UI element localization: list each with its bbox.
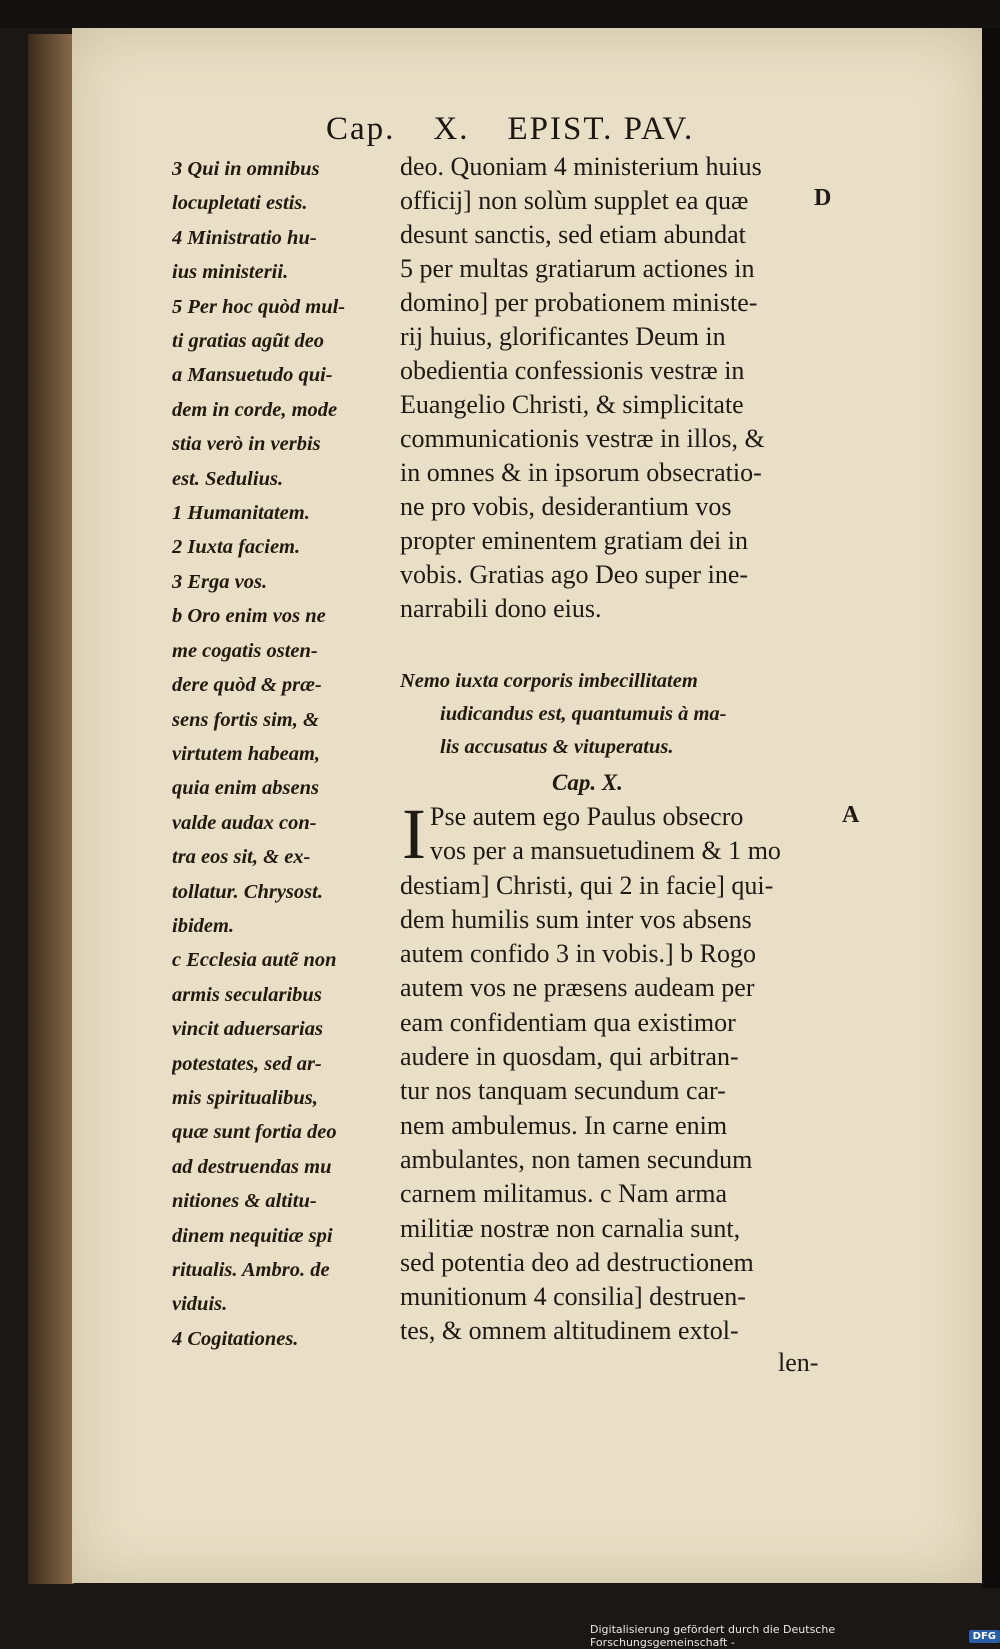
text-line: munitionum 4 consilia] destruen-	[400, 1282, 746, 1312]
text-line: militiæ nostræ non carnalia sunt,	[400, 1213, 741, 1243]
margin-note-line: ritualis. Ambro. de	[172, 1259, 330, 1281]
section-marker-d: D	[814, 185, 832, 211]
running-head	[326, 104, 786, 154]
margin-note-line: 3 Erga vos.	[172, 570, 268, 593]
text-line: audere in quosdam, qui arbitran-	[400, 1042, 739, 1072]
margin-note-line: quæ sunt fortia deo	[172, 1121, 337, 1144]
text-line: officij] non solùm supplet ea quæ	[400, 186, 749, 215]
text-line: dem humilis sum inter vos absens	[400, 904, 752, 934]
margin-note-line: 1 Humanitatem.	[172, 502, 310, 525]
margin-note-line: est. Sedulius.	[172, 467, 284, 490]
margin-note-line: virtutem habeam,	[172, 742, 321, 765]
text-line: ambulantes, non tamen secundum	[400, 1144, 753, 1174]
drop-cap-initial: I	[402, 794, 426, 874]
margin-note-line: a Mansuetudo qui-	[172, 364, 333, 387]
text-line: sed potentia deo ad destructionem	[400, 1247, 754, 1277]
text-line: eam confidentiam qua existimor	[400, 1007, 736, 1037]
text-line: tes, & omnem altitudinem extol-	[400, 1316, 739, 1346]
margin-note-line: ibidem.	[172, 914, 235, 937]
margin-note-line: c Ecclesia autẽ non	[172, 949, 337, 972]
margin-note-line: vincit aduersarias	[172, 1018, 323, 1041]
text-line: autem vos ne præsens audeam per	[400, 973, 755, 1003]
scan-top-border	[0, 0, 1000, 28]
dfg-logo: DFG	[969, 1630, 1000, 1643]
footer-credit: Digitalisierung gefördert durch die Deutsche Forschungsgemeinschaft -	[590, 1623, 836, 1649]
margin-note-line: locupletati estis.	[172, 192, 308, 215]
text-line: desunt sanctis, sed etiam abundat	[400, 220, 746, 249]
margin-note-line: me cogatis osten-	[172, 639, 318, 662]
text-line: tur nos tanquam secundum car-	[400, 1076, 726, 1106]
margin-note-line: potestates, sed ar-	[172, 1052, 322, 1075]
summary-line: lis accusatus & vituperatus.	[440, 736, 674, 758]
margin-note-line: dem in corde, mode	[172, 398, 338, 421]
text-line: vobis. Gratias ago Deo super ine-	[400, 560, 749, 589]
digitization-footer	[590, 1623, 1000, 1649]
chapter-heading: Cap. X.	[552, 770, 623, 795]
margin-note-line: tollatur. Chrysost.	[172, 880, 323, 903]
margin-note-line: 4 Cogitationes.	[172, 1327, 299, 1350]
margin-note-line: ti gratias agũt deo	[172, 330, 325, 353]
text-line: 5 per multas gratiarum actiones in	[400, 254, 755, 283]
margin-note-line: valde audax con-	[172, 811, 317, 834]
text-line: domino] per probationem ministe-	[400, 288, 758, 317]
text-line: rij huius, glorificantes Deum in	[400, 322, 726, 351]
catchword: len-	[778, 1348, 819, 1377]
margin-note-line: dinem nequitiæ spi	[172, 1224, 333, 1247]
text-line: destiam] Christi, qui 2 in facie] qui-	[400, 870, 774, 900]
book-binding-edge	[28, 34, 74, 1584]
text-line: carnem militamus. c Nam arma	[400, 1179, 728, 1209]
margin-note-line: stia verò in verbis	[172, 433, 321, 456]
running-head-chapter: Cap.	[326, 110, 396, 147]
margin-note-line: viduis.	[172, 1293, 228, 1316]
chapter-summary	[400, 665, 840, 764]
text-line: in omnes & in ipsorum obsecratio-	[400, 458, 762, 487]
margin-note-line: 5 Per hoc quòd mul-	[172, 295, 346, 318]
margin-note-line: 3 Qui in omnibus	[172, 158, 320, 180]
text-line: vos per a mansuetudinem & 1 mo	[430, 836, 781, 866]
text-line: nem ambulemus. In carne enim	[400, 1110, 728, 1140]
margin-note-line: ius ministerii.	[172, 261, 289, 284]
margin-note-line: mis spiritualibus,	[172, 1086, 318, 1109]
text-line: communicationis vestræ in illos, &	[400, 424, 765, 453]
section-marker-a: A	[842, 802, 860, 828]
margin-note-line: tra eos sit, & ex-	[172, 846, 311, 869]
margin-note-line: ad destruendas mu	[172, 1155, 332, 1178]
scan-right-border	[982, 28, 1000, 1588]
text-line: Euangelio Christi, & simplicitate	[400, 390, 744, 419]
running-head-number: X.	[433, 110, 470, 147]
text-line: ne pro vobis, desiderantium vos	[400, 492, 732, 521]
margin-note-line: sens fortis sim, &	[172, 708, 319, 731]
summary-line: Nemo iuxta corporis imbecillitatem	[400, 670, 698, 692]
text-line: narrabili dono eius.	[400, 594, 602, 623]
text-line: propter eminentem gratiam dei in	[400, 526, 748, 555]
text-line: Pse autem ego Paulus obsecro	[430, 802, 744, 831]
body-text-block	[400, 794, 840, 1349]
summary-line: iudicandus est, quantumuis à ma-	[440, 703, 727, 725]
margin-note-line: b Oro enim vos ne	[172, 605, 326, 628]
margin-note-line: nitiones & altitu-	[172, 1190, 317, 1213]
margin-note-line: dere quòd & præ-	[172, 674, 322, 697]
margin-note-line: quia enim absens	[172, 777, 319, 800]
margin-note-line: 4 Ministratio hu-	[172, 226, 317, 249]
margin-notes	[172, 152, 400, 1356]
margin-note-line: 2 Iuxta faciem.	[172, 536, 301, 559]
text-line: autem confido 3 in vobis.] b Rogo	[400, 939, 757, 969]
text-line: deo. Quoniam 4 ministerium huius	[400, 152, 762, 181]
margin-note-line: armis secularibus	[172, 983, 322, 1006]
main-text-block	[400, 150, 840, 626]
text-line: obedientia confessionis vestræ in	[400, 356, 745, 385]
running-head-title: EPIST. PAV.	[507, 110, 695, 147]
